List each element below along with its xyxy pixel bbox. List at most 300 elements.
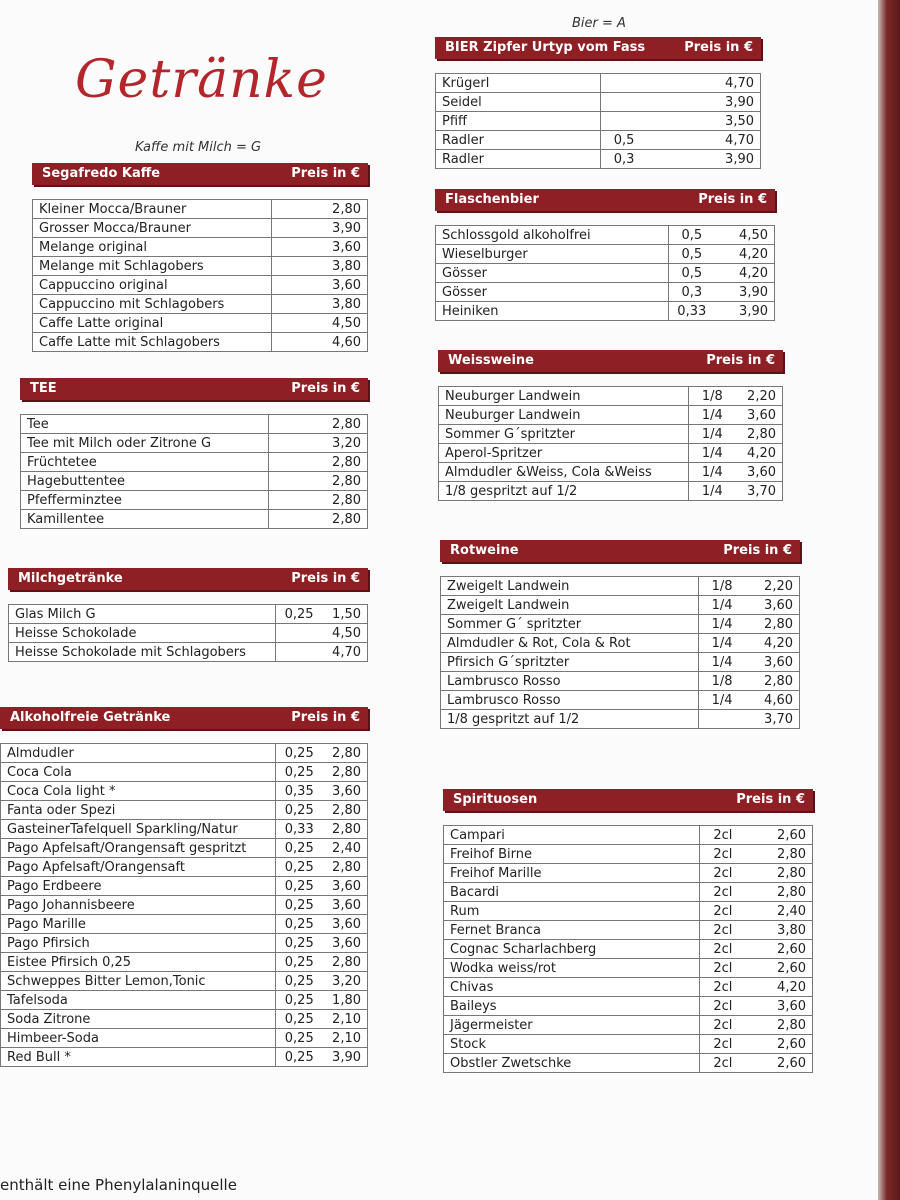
item-price: 2,60 xyxy=(746,959,813,978)
item-price: 3,60 xyxy=(745,653,799,672)
item-name: Pfirsich G´spritzter xyxy=(441,653,699,672)
table-row xyxy=(1,1029,368,1048)
item-quantity xyxy=(271,276,318,295)
table-row xyxy=(439,387,783,406)
section-title: Segafredo Kaffe xyxy=(42,166,161,181)
item-price: 2,80 xyxy=(746,1016,813,1035)
price-column-header: Preis in € xyxy=(736,792,805,807)
item-name: Tee mit Milch oder Zitrone G xyxy=(21,434,269,453)
item-name: Hagebuttentee xyxy=(21,472,269,491)
item-name: Schweppes Bitter Lemon,Tonic xyxy=(1,972,276,991)
item-quantity: 2cl xyxy=(699,959,746,978)
item-name: Heisse Schokolade xyxy=(9,624,276,643)
item-quantity xyxy=(271,295,318,314)
item-price: 2,80 xyxy=(322,801,367,820)
table-row xyxy=(21,453,368,472)
table-row xyxy=(444,940,813,959)
item-price: 3,90 xyxy=(647,150,760,169)
table-row xyxy=(436,150,761,169)
item-quantity: 0,25 xyxy=(276,877,323,896)
item-name: Jägermeister xyxy=(444,1016,700,1035)
item-price: 3,60 xyxy=(322,896,367,915)
price-column-header: Preis in € xyxy=(291,166,360,181)
table-row xyxy=(33,219,368,238)
item-name: Neuburger Landwein xyxy=(439,387,689,406)
item-price: 3,60 xyxy=(322,877,367,896)
item-name: Wieselburger xyxy=(436,245,669,264)
table-row xyxy=(444,921,813,940)
item-price: 4,70 xyxy=(647,74,760,93)
item-quantity: 0,25 xyxy=(276,1010,323,1029)
table-row xyxy=(439,463,783,482)
item-quantity: 0,25 xyxy=(276,991,323,1010)
item-price: 2,80 xyxy=(745,672,799,691)
item-price: 3,60 xyxy=(322,934,367,953)
item-price: 2,60 xyxy=(746,940,813,959)
item-quantity xyxy=(271,333,318,352)
table-row xyxy=(33,200,368,219)
table-row xyxy=(21,415,368,434)
table-row xyxy=(436,112,761,131)
item-quantity xyxy=(269,415,316,434)
item-price: 2,80 xyxy=(746,845,813,864)
section-rot xyxy=(440,540,800,729)
item-quantity: 2cl xyxy=(699,921,746,940)
item-quantity: 2cl xyxy=(699,902,746,921)
item-name: Baileys xyxy=(444,997,700,1016)
item-name: Grosser Mocca/Brauner xyxy=(33,219,272,238)
item-price: 2,60 xyxy=(746,1054,813,1073)
item-name: Obstler Zwetschke xyxy=(444,1054,700,1073)
item-name: Gösser xyxy=(436,264,669,283)
item-price: 3,70 xyxy=(745,710,799,729)
item-price: 2,60 xyxy=(746,826,813,845)
table-row xyxy=(439,406,783,425)
item-quantity: 0,25 xyxy=(276,1048,323,1067)
table-row xyxy=(1,1010,368,1029)
item-quantity: 1/4 xyxy=(689,406,736,425)
section-title: Alkoholfreie Getränke xyxy=(10,710,171,725)
item-price: 2,80 xyxy=(746,883,813,902)
section-title: Milchgetränke xyxy=(18,571,123,586)
item-quantity: 0,25 xyxy=(276,915,323,934)
table-row xyxy=(9,605,368,624)
item-price: 2,80 xyxy=(745,615,799,634)
item-name: Caffe Latte mit Schlagobers xyxy=(33,333,272,352)
item-quantity xyxy=(271,200,318,219)
item-price: 3,60 xyxy=(735,463,782,482)
item-quantity: 2cl xyxy=(699,1054,746,1073)
item-quantity: 1/4 xyxy=(689,444,736,463)
item-quantity xyxy=(271,257,318,276)
item-price: 1,50 xyxy=(322,605,367,624)
item-name: Pfiff xyxy=(436,112,601,131)
item-price: 3,20 xyxy=(315,434,367,453)
table-row xyxy=(441,691,800,710)
item-quantity xyxy=(269,491,316,510)
item-quantity: 0,3 xyxy=(668,283,715,302)
item-price: 4,50 xyxy=(322,624,367,643)
table-row xyxy=(436,226,775,245)
section-title: Flaschenbier xyxy=(445,192,539,207)
item-name: Tafelsoda xyxy=(1,991,276,1010)
item-name: Lambrusco Rosso xyxy=(441,691,699,710)
item-quantity: 0,25 xyxy=(276,839,323,858)
item-price: 2,40 xyxy=(322,839,367,858)
item-price: 4,70 xyxy=(322,643,367,662)
item-price: 3,80 xyxy=(746,921,813,940)
item-quantity: 0,5 xyxy=(668,226,715,245)
item-name: Tee xyxy=(21,415,269,434)
item-price: 3,70 xyxy=(735,482,782,501)
item-price: 4,60 xyxy=(318,333,368,352)
table-row xyxy=(1,744,368,763)
table-row xyxy=(444,959,813,978)
item-quantity: 0,33 xyxy=(668,302,715,321)
item-quantity: 1/8 xyxy=(699,672,746,691)
price-column-header: Preis in € xyxy=(291,710,360,725)
price-column-header: Preis in € xyxy=(291,381,360,396)
section-header xyxy=(440,540,800,562)
section-header xyxy=(20,378,368,400)
item-name: Almdudler &Weiss, Cola &Weiss xyxy=(439,463,689,482)
table-row xyxy=(436,264,775,283)
item-price: 2,80 xyxy=(315,472,367,491)
section-kaffe xyxy=(32,163,368,352)
item-price: 3,60 xyxy=(746,997,813,1016)
price-column-header: Preis in € xyxy=(706,353,775,368)
item-price: 2,80 xyxy=(318,200,368,219)
item-name: Chivas xyxy=(444,978,700,997)
item-quantity xyxy=(601,93,648,112)
item-price: 3,90 xyxy=(322,1048,367,1067)
item-name: 1/8 gespritzt auf 1/2 xyxy=(439,482,689,501)
item-price: 2,80 xyxy=(322,744,367,763)
table-row xyxy=(1,972,368,991)
table-row xyxy=(436,302,775,321)
item-quantity: 0,5 xyxy=(601,131,648,150)
table-row xyxy=(33,314,368,333)
item-name: Freihof Birne xyxy=(444,845,700,864)
section-title: Weissweine xyxy=(448,353,534,368)
item-name: Glas Milch G xyxy=(9,605,276,624)
item-quantity: 1/4 xyxy=(699,596,746,615)
table-row xyxy=(444,902,813,921)
item-name: Radler xyxy=(436,150,601,169)
section-weiss xyxy=(438,350,783,501)
item-name: Pago Erdbeere xyxy=(1,877,276,896)
table-row xyxy=(444,978,813,997)
price-table xyxy=(0,743,368,1067)
item-price: 4,20 xyxy=(715,245,775,264)
item-name: Krügerl xyxy=(436,74,601,93)
item-quantity: 0,25 xyxy=(276,972,323,991)
section-tee xyxy=(20,378,368,529)
price-column-header: Preis in € xyxy=(291,571,360,586)
item-quantity: 0,25 xyxy=(276,744,323,763)
table-row xyxy=(436,131,761,150)
table-row xyxy=(439,482,783,501)
item-price: 2,80 xyxy=(735,425,782,444)
item-name: Melange mit Schlagobers xyxy=(33,257,272,276)
item-price: 4,60 xyxy=(745,691,799,710)
item-quantity xyxy=(699,710,746,729)
table-row xyxy=(21,491,368,510)
item-name: Pfefferminztee xyxy=(21,491,269,510)
table-row xyxy=(441,577,800,596)
item-name: Eistee Pfirsich 0,25 xyxy=(1,953,276,972)
section-title: BIER Zipfer Urtyp vom Fass xyxy=(445,40,646,55)
item-name: Zweigelt Landwein xyxy=(441,577,699,596)
table-row xyxy=(1,953,368,972)
item-quantity: 2cl xyxy=(699,845,746,864)
section-header xyxy=(435,189,775,211)
item-price: 2,20 xyxy=(745,577,799,596)
table-row xyxy=(441,710,800,729)
price-table xyxy=(32,199,368,352)
item-name: Red Bull * xyxy=(1,1048,276,1067)
item-name: Zweigelt Landwein xyxy=(441,596,699,615)
table-row xyxy=(441,634,800,653)
price-table xyxy=(20,414,368,529)
section-bier xyxy=(435,37,761,169)
item-quantity: 0,5 xyxy=(668,245,715,264)
item-price: 4,20 xyxy=(745,634,799,653)
item-quantity: 0,25 xyxy=(276,1029,323,1048)
price-table xyxy=(8,604,368,662)
table-row xyxy=(1,839,368,858)
table-row xyxy=(1,820,368,839)
item-name: GasteinerTafelquell Sparkling/Natur xyxy=(1,820,276,839)
table-row xyxy=(441,672,800,691)
section-header xyxy=(32,163,368,185)
item-quantity: 1/4 xyxy=(689,463,736,482)
price-table xyxy=(435,225,775,321)
item-name: Almdudler & Rot, Cola & Rot xyxy=(441,634,699,653)
section-header xyxy=(438,350,783,372)
item-price: 4,20 xyxy=(746,978,813,997)
item-quantity: 2cl xyxy=(699,997,746,1016)
page-title: Getränke xyxy=(75,50,328,110)
table-row xyxy=(33,333,368,352)
item-price: 3,60 xyxy=(745,596,799,615)
item-price: 4,50 xyxy=(318,314,368,333)
table-row xyxy=(33,295,368,314)
item-price: 2,20 xyxy=(735,387,782,406)
item-quantity: 0,25 xyxy=(276,801,323,820)
item-name: Sommer G´spritzter xyxy=(439,425,689,444)
item-price: 3,90 xyxy=(715,283,775,302)
table-row xyxy=(33,238,368,257)
item-name: Campari xyxy=(444,826,700,845)
item-price: 3,90 xyxy=(318,219,368,238)
item-quantity: 2cl xyxy=(699,1035,746,1054)
item-quantity: 1/8 xyxy=(699,577,746,596)
table-row xyxy=(444,883,813,902)
footer-note: enthält eine Phenylalaninquelle xyxy=(0,1176,237,1194)
table-row xyxy=(436,245,775,264)
table-row xyxy=(1,877,368,896)
item-quantity xyxy=(269,472,316,491)
item-name: Seidel xyxy=(436,93,601,112)
table-row xyxy=(21,434,368,453)
item-name: Himbeer-Soda xyxy=(1,1029,276,1048)
item-quantity xyxy=(276,643,323,662)
item-name: Radler xyxy=(436,131,601,150)
section-title: Spirituosen xyxy=(453,792,538,807)
item-price: 2,80 xyxy=(322,858,367,877)
item-price: 2,80 xyxy=(315,491,367,510)
item-name: Melange original xyxy=(33,238,272,257)
table-row xyxy=(441,653,800,672)
item-name: Fanta oder Spezi xyxy=(1,801,276,820)
item-quantity: 0,5 xyxy=(668,264,715,283)
item-name: Pago Marille xyxy=(1,915,276,934)
table-row xyxy=(444,1016,813,1035)
item-name: Caffe Latte original xyxy=(33,314,272,333)
item-quantity: 1/8 xyxy=(689,387,736,406)
item-price: 2,80 xyxy=(746,864,813,883)
item-price: 3,60 xyxy=(318,238,368,257)
item-price: 2,80 xyxy=(315,510,367,529)
item-quantity: 1/4 xyxy=(699,634,746,653)
menu-edge xyxy=(878,0,900,1200)
table-row xyxy=(1,782,368,801)
item-name: Pago Apfelsaft/Orangensaft xyxy=(1,858,276,877)
table-row xyxy=(1,763,368,782)
item-price: 4,70 xyxy=(647,131,760,150)
item-quantity xyxy=(269,510,316,529)
item-price: 3,90 xyxy=(647,93,760,112)
item-name: Bacardi xyxy=(444,883,700,902)
item-quantity: 2cl xyxy=(699,978,746,997)
item-price: 3,60 xyxy=(318,276,368,295)
table-row xyxy=(436,283,775,302)
item-name: Sommer G´ spritzter xyxy=(441,615,699,634)
item-price: 3,90 xyxy=(715,302,775,321)
item-name: Fernet Branca xyxy=(444,921,700,940)
table-row xyxy=(436,74,761,93)
item-quantity: 0,25 xyxy=(276,896,323,915)
item-quantity: 0,35 xyxy=(276,782,323,801)
item-name: Heiniken xyxy=(436,302,669,321)
item-quantity: 1/4 xyxy=(699,615,746,634)
price-table xyxy=(440,576,800,729)
item-quantity xyxy=(276,624,323,643)
item-quantity xyxy=(269,434,316,453)
table-row xyxy=(33,257,368,276)
item-quantity: 0,25 xyxy=(276,934,323,953)
item-quantity: 1/4 xyxy=(699,691,746,710)
table-row xyxy=(439,425,783,444)
table-row xyxy=(444,826,813,845)
table-row xyxy=(1,934,368,953)
table-row xyxy=(1,1048,368,1067)
table-row xyxy=(1,915,368,934)
item-price: 2,10 xyxy=(322,1029,367,1048)
item-name: Coca Cola light * xyxy=(1,782,276,801)
item-quantity: 2cl xyxy=(699,940,746,959)
item-quantity: 0,3 xyxy=(601,150,648,169)
item-quantity: 2cl xyxy=(699,826,746,845)
section-header xyxy=(443,789,813,811)
item-price: 4,20 xyxy=(715,264,775,283)
table-row xyxy=(33,276,368,295)
item-name: Stock xyxy=(444,1035,700,1054)
price-table xyxy=(438,386,783,501)
item-quantity: 0,25 xyxy=(276,763,323,782)
item-quantity: 0,25 xyxy=(276,953,323,972)
item-quantity xyxy=(601,74,648,93)
item-quantity: 1/4 xyxy=(689,482,736,501)
item-quantity xyxy=(271,238,318,257)
table-row xyxy=(1,801,368,820)
item-price: 2,80 xyxy=(322,763,367,782)
table-row xyxy=(444,1035,813,1054)
section-title: Rotweine xyxy=(450,543,519,558)
section-flaschenbier xyxy=(435,189,775,321)
item-price: 2,80 xyxy=(315,415,367,434)
item-price: 2,10 xyxy=(322,1010,367,1029)
note-beer: Bier = A xyxy=(572,16,626,31)
item-quantity xyxy=(269,453,316,472)
section-title: TEE xyxy=(30,381,57,396)
table-row xyxy=(1,896,368,915)
item-quantity: 2cl xyxy=(699,883,746,902)
section-spirit xyxy=(443,789,813,1073)
item-name: Cappuccino mit Schlagobers xyxy=(33,295,272,314)
item-price: 1,80 xyxy=(322,991,367,1010)
price-column-header: Preis in € xyxy=(684,40,753,55)
table-row xyxy=(444,864,813,883)
table-row xyxy=(9,643,368,662)
table-row xyxy=(436,93,761,112)
item-quantity: 0,25 xyxy=(276,605,323,624)
table-row xyxy=(444,845,813,864)
item-quantity xyxy=(271,314,318,333)
item-price: 3,80 xyxy=(318,257,368,276)
item-name: Neuburger Landwein xyxy=(439,406,689,425)
item-name: Pago Johannisbeere xyxy=(1,896,276,915)
table-row xyxy=(444,1054,813,1073)
price-table xyxy=(435,73,761,169)
section-header xyxy=(435,37,761,59)
section-header xyxy=(0,707,368,729)
item-price: 2,80 xyxy=(315,453,367,472)
table-row xyxy=(441,615,800,634)
item-quantity: 0,33 xyxy=(276,820,323,839)
item-quantity: 1/4 xyxy=(689,425,736,444)
item-name: Rum xyxy=(444,902,700,921)
item-name: Almdudler xyxy=(1,744,276,763)
table-row xyxy=(1,858,368,877)
table-row xyxy=(9,624,368,643)
table-row xyxy=(21,472,368,491)
note-milk: Kaffe mit Milch = G xyxy=(135,140,262,155)
item-quantity: 0,25 xyxy=(276,858,323,877)
item-name: Soda Zitrone xyxy=(1,1010,276,1029)
table-row xyxy=(441,596,800,615)
item-quantity: 2cl xyxy=(699,1016,746,1035)
item-price: 3,60 xyxy=(322,915,367,934)
section-header xyxy=(8,568,368,590)
item-name: Schlossgold alkoholfrei xyxy=(436,226,669,245)
item-price: 3,50 xyxy=(647,112,760,131)
item-price: 4,20 xyxy=(735,444,782,463)
item-name: Früchtetee xyxy=(21,453,269,472)
item-price: 2,80 xyxy=(322,820,367,839)
item-name: Lambrusco Rosso xyxy=(441,672,699,691)
